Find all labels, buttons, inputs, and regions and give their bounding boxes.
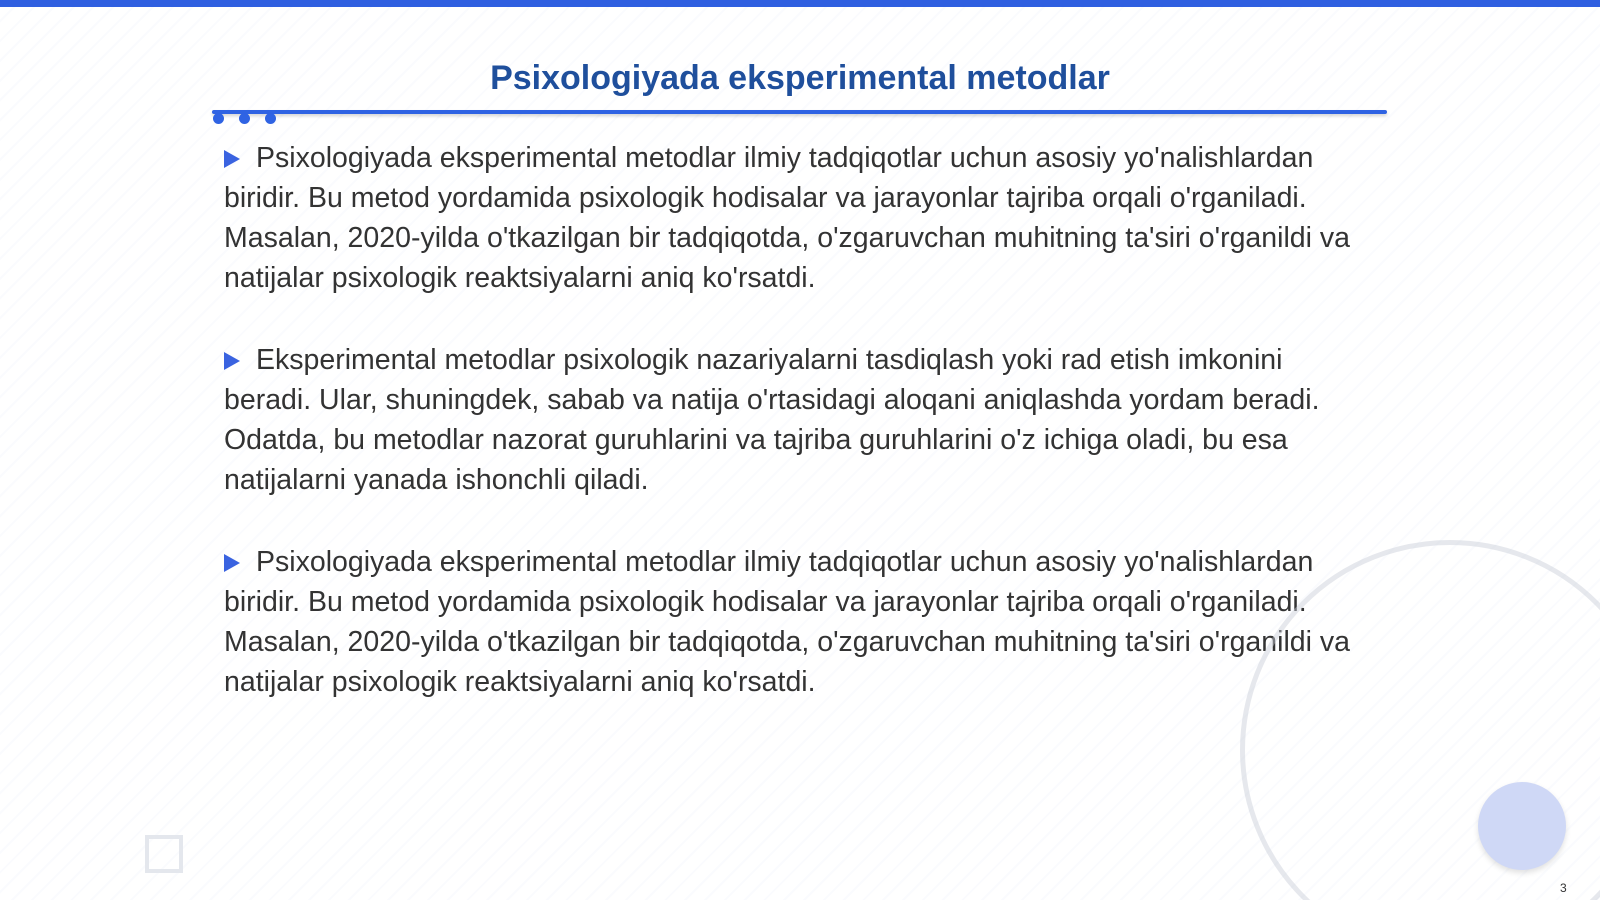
- decorative-square: [145, 835, 183, 873]
- decorative-dot: [239, 113, 250, 124]
- bullet-text: Psixologiyada eksperimental metodlar ilmiy tadqiqotlar uchun asosiy yo'nalishlardan biridir. Bu metod yordamida psixologik hodisalar va jarayonlar tajriba orqali o'rganiladi. Masalan, 2020-yilda o'tkazilgan bir tadqiqotda, o'zgaruvchan muhitning ta'siri o'rganildi va natijalar psixologik reaktsiyalarni aniq ko'rsatdi.: [224, 142, 1351, 294]
- bullet-item: [224, 138, 1374, 298]
- bullet-list: [224, 138, 1374, 744]
- decorative-dot: [213, 113, 224, 124]
- triangle-arrow-icon: [224, 352, 240, 370]
- triangle-arrow-icon: [224, 554, 240, 572]
- bullet-item: [224, 542, 1374, 702]
- slide-title: Psixologiyada eksperimental metodlar: [490, 59, 1110, 97]
- bullet-text: Eksperimental metodlar psixologik nazariyalarni tasdiqlash yoki rad etish imkonini beradi. Ular, shuningdek, sabab va natija o'rtasidagi aloqani aniqlashda yordam beradi. Odatda, bu metodlar nazorat guruhlarini va tajriba guruhlarini o'z ichiga oladi, bu esa natijalarni yanada ishonchli qiladi.: [224, 344, 1320, 496]
- top-accent-bar: [0, 0, 1600, 7]
- bullet-item: [224, 340, 1374, 500]
- decorative-dot: [265, 113, 276, 124]
- page-number: 3: [1560, 881, 1567, 895]
- title-underline: [212, 110, 1387, 114]
- bullet-text: Psixologiyada eksperimental metodlar ilmiy tadqiqotlar uchun asosiy yo'nalishlardan biridir. Bu metod yordamida psixologik hodisalar va jarayonlar tajriba orqali o'rganiladi. Masalan, 2020-yilda o'tkazilgan bir tadqiqotda, o'zgaruvchan muhitning ta'siri o'rganildi va natijalar psixologik reaktsiyalarni aniq ko'rsatdi.: [224, 546, 1351, 698]
- decorative-circle: [1478, 782, 1566, 870]
- triangle-arrow-icon: [224, 150, 240, 168]
